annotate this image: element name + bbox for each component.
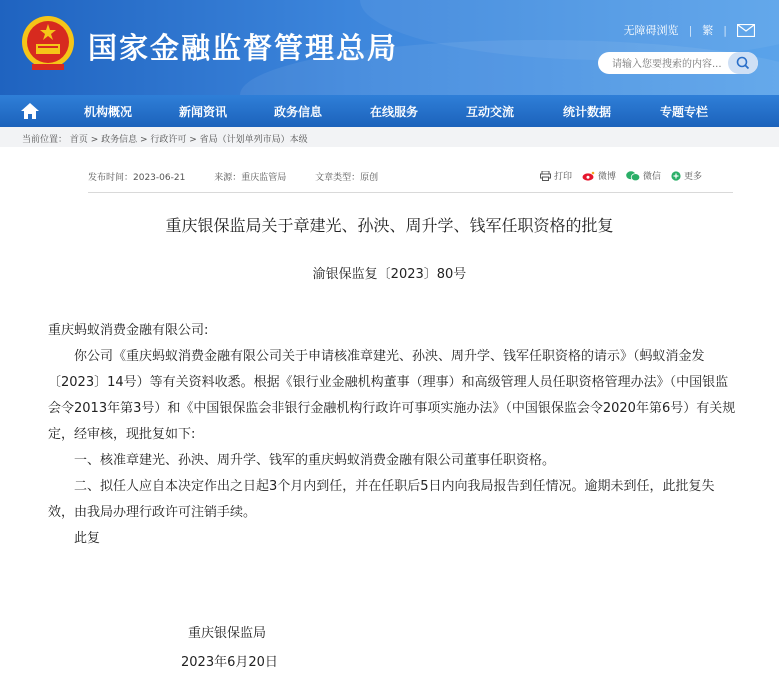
plus-icon (671, 171, 681, 181)
nav-item-special-topics[interactable]: 专题专栏 (659, 104, 708, 119)
weibo-icon (582, 171, 595, 181)
print-label: 打印 (554, 172, 573, 182)
printer-icon (540, 171, 551, 181)
nav-item-statistics[interactable]: 统计数据 (562, 104, 611, 119)
weibo-share-button[interactable] (582, 169, 616, 182)
main-nav (0, 95, 779, 127)
mail-icon[interactable] (737, 24, 755, 37)
closing-text: 此复 (74, 531, 101, 546)
search-input[interactable] (610, 55, 724, 73)
article-type: 文章类型：原创 (315, 173, 379, 183)
wechat-share-button[interactable] (626, 169, 661, 182)
article-source: 来源：重庆监管局 (214, 173, 287, 183)
nav-home[interactable] (0, 95, 60, 127)
wechat-icon (626, 171, 640, 181)
separator: | (688, 23, 693, 37)
nav-item-government-info[interactable]: 政务信息 (273, 104, 322, 119)
document-number: 渝银保监复〔2023〕80号 (312, 267, 467, 282)
home-icon (21, 103, 39, 119)
breadcrumb[interactable]: 当前位置： 首页 > 政务信息 > 行政许可 > 省局（计划单列市局）本级 (22, 135, 308, 145)
article-meta (88, 170, 404, 183)
search-box (598, 52, 758, 74)
body-paragraph: 一、核准章建光、孙泱、周升学、钱军的重庆蚂蚁消费金融有限公司董事任职资格。 (74, 453, 556, 468)
more-share-button[interactable] (671, 169, 702, 182)
search-button[interactable] (728, 52, 758, 74)
share-bar (540, 169, 702, 182)
article-body (48, 318, 738, 552)
national-emblem-logo[interactable] (20, 14, 76, 74)
publish-date: 发布时间：2023-06-21 (88, 173, 186, 183)
addressee: 重庆蚂蚁消费金融有限公司: (48, 323, 209, 338)
divider (88, 192, 733, 193)
site-title[interactable]: 国家金融监督管理总局 (88, 31, 399, 65)
search-icon (728, 52, 758, 74)
signature: 重庆银保监局 (188, 626, 267, 641)
site-header (0, 0, 779, 95)
signature-date: 2023年6月20日 (181, 655, 278, 670)
traditional-chinese-link[interactable]: 繁 (702, 24, 714, 37)
nav-item-interaction[interactable]: 互动交流 (465, 104, 514, 119)
wechat-label: 微信 (643, 172, 662, 182)
accessibility-link[interactable]: 无障碍浏览 (623, 24, 679, 37)
nav-item-news[interactable]: 新闻资讯 (178, 104, 227, 119)
print-button[interactable] (540, 169, 572, 182)
separator: | (723, 23, 727, 37)
nav-item-institution[interactable]: 机构概况 (83, 104, 132, 119)
article-title: 重庆银保监局关于章建光、孙泱、周升学、钱军任职资格的批复 (165, 216, 614, 235)
top-links (624, 22, 755, 38)
more-label: 更多 (684, 172, 703, 182)
body-paragraph: 你公司《重庆蚂蚁消费金融有限公司关于申请核准章建光、孙泱、周升学、钱军任职资格的请示》（蚂蚁消金发〔2023〕14号）等有关资料收悉。根据《银行业金融机构董事（理事）和高级管理人员任职资格管理办法》（中国银监会令2013年第3号）和《中国银保监会非银行金融机构行政许可事项实施办法》（中国银保监会令2020年第6号）有关规定，经审核，现批复如下: (48, 349, 736, 442)
nav-item-online-service[interactable]: 在线服务 (369, 104, 418, 119)
weibo-label: 微博 (598, 172, 617, 182)
body-paragraph: 二、拟任人应自本决定作出之日起3个月内到任，并在任职后5日内向我局报告到任情况。逾期未到任，此批复失效，由我局办理行政许可注销手续。 (48, 479, 715, 520)
